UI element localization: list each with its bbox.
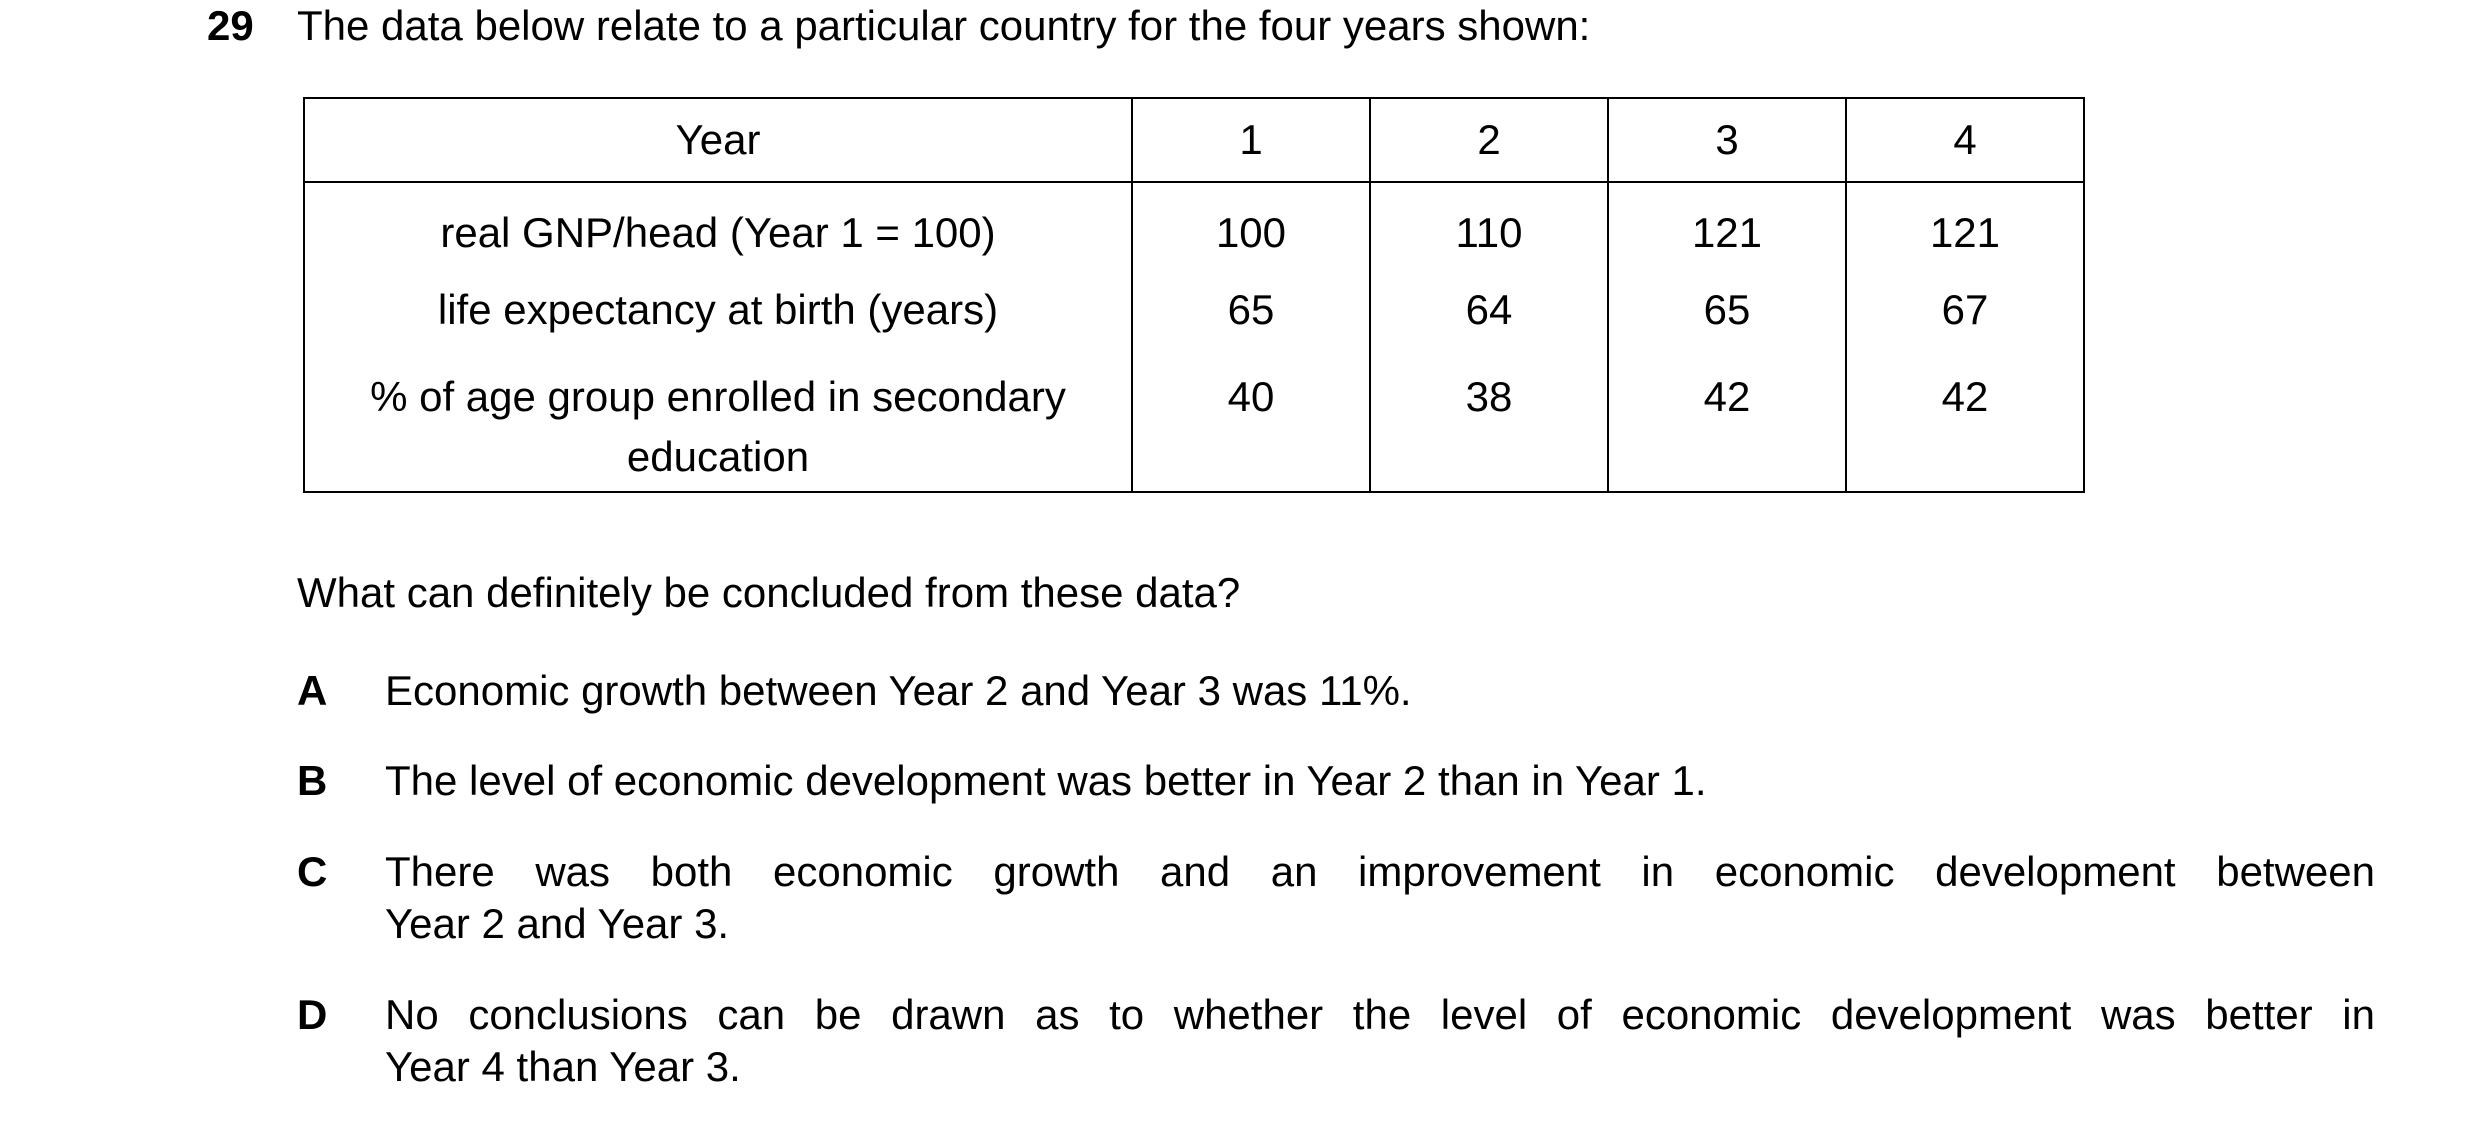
- option-text: The level of economic development was better in Year 2 than in Year 1.: [385, 757, 1707, 804]
- table-cell: 100: [1132, 182, 1370, 280]
- table-cell: 110: [1370, 182, 1608, 280]
- table-header-row: [304, 98, 2084, 182]
- question-prompt: What can definitely be concluded from these data?: [297, 569, 1241, 616]
- table-cell: 65: [1132, 280, 1370, 367]
- table-row: [304, 367, 2084, 492]
- row-label-enrolment: [304, 367, 1132, 492]
- option-letter: C: [297, 848, 328, 895]
- data-table: [303, 97, 2085, 493]
- option-text: [385, 846, 2375, 950]
- table-row: [304, 182, 2084, 280]
- table-cell: 42: [1846, 367, 2084, 492]
- question-number: 29: [207, 2, 254, 49]
- row-label-life-expectancy: life expectancy at birth (years): [304, 280, 1132, 367]
- table-cell: 38: [1370, 367, 1608, 492]
- row-label-line: education: [626, 433, 810, 480]
- option-text: [385, 989, 2375, 1093]
- table-cell: 42: [1608, 367, 1846, 492]
- option-text-line: Year 4 than Year 3.: [385, 1043, 741, 1090]
- table-cell: 64: [1370, 280, 1608, 367]
- table-cell: 121: [1846, 182, 2084, 280]
- option-text-line: No conclusions can be drawn as to whether the level of economic development was better in: [385, 991, 2375, 1038]
- question-stem: The data below relate to a particular country for the four years shown:: [297, 2, 1591, 49]
- header-year-2: 2: [1370, 98, 1608, 182]
- option-text-line: Year 2 and Year 3.: [385, 900, 730, 947]
- table-cell: 40: [1132, 367, 1370, 492]
- table-row: [304, 280, 2084, 367]
- header-year-label: Year: [304, 98, 1132, 182]
- header-year-3: 3: [1608, 98, 1846, 182]
- option-letter: D: [297, 991, 328, 1038]
- table-cell: 121: [1608, 182, 1846, 280]
- option-text-line: There was both economic growth and an improvement in economic development between: [385, 848, 2375, 895]
- table-cell: 67: [1846, 280, 2084, 367]
- option-text: Economic growth between Year 2 and Year 3 was 11%.: [385, 667, 1412, 714]
- row-label-line: % of age group enrolled in secondary: [370, 373, 1066, 420]
- table-cell: 65: [1608, 280, 1846, 367]
- header-year-1: 1: [1132, 98, 1370, 182]
- row-label-gnp: real GNP/head (Year 1 = 100): [304, 182, 1132, 280]
- option-letter: B: [297, 757, 328, 804]
- header-year-4: 4: [1846, 98, 2084, 182]
- option-letter: A: [297, 667, 328, 714]
